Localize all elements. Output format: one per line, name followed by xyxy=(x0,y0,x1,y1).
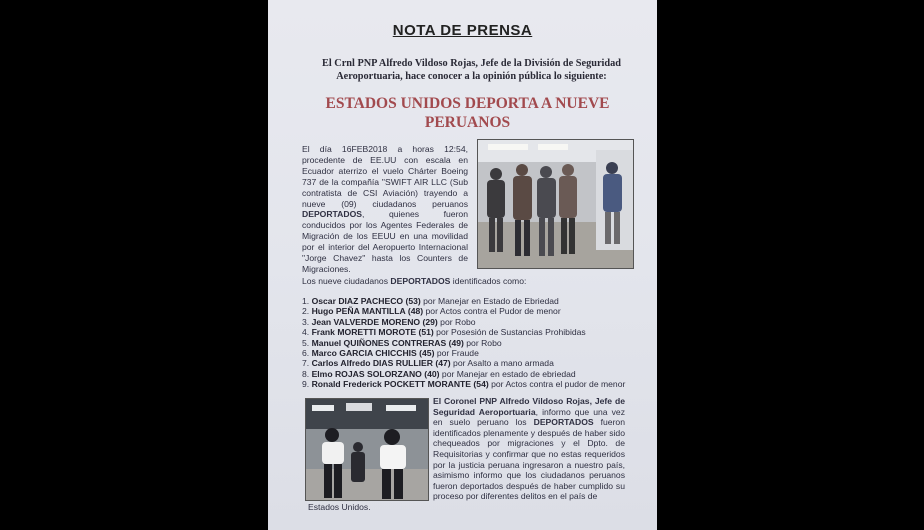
closing-paragraph: El Coronel PNP Alfredo Vildoso Rojas, Jefe de Seguridad Aeroportuaria, informo que una vez en suelo peruano los DEPORTADOS fueron identificados plenamente y después de haber sido chequeados por migraciones y el Dpto. de Requisitorias y confirmar que no estas requeridos por la justicia peruana ingresaron a nuestro país, asimismo informo que los ciudadanos peruanos fueron deportados después de haber cumplido su proceso por diferentes delitos en el país de xyxy=(433,396,625,502)
airport-arrival-illustration xyxy=(478,140,633,268)
deportee-list xyxy=(302,296,647,390)
intro-statement: El Crnl PNP Alfredo Vildoso Rojas, Jefe de la División de Seguridad Aeroportuaria, hace conocer a la opinión pública lo siguiente: xyxy=(321,58,621,82)
airport-arrival-photo xyxy=(477,139,634,269)
list-intro: Los nueve ciudadanos DEPORTADOS identificados como: xyxy=(302,276,527,286)
deportee-item: 8. Elmo ROJAS SOLORZANO (40) por Manejar en estado de ebriedad xyxy=(302,368,576,379)
deportee-item: 2. Hugo PEÑA MANTILLA (48) por Actos contra el Pudor de menor xyxy=(302,306,561,317)
deportee-item: 3. Jean VALVERDE MORENO (29) por Robo xyxy=(302,316,476,327)
deportee-item: 7. Carlos Alfredo DIAS RULLIER (47) por Asalto a mano armada xyxy=(302,358,554,369)
migration-counter-photo xyxy=(305,398,429,501)
body-paragraph: El día 16FEB2018 a horas 12:54, procedente de EE.UU con escala en Ecuador aterrizo el vuelo Chárter Boeing 737 de la compañía "SWIFT AIR LLC (Sub contratista de CSI Aviación) trayendo a nueve (09) ciudadanos peruanos DEPORTADOS, quienes fueron conducidos por los Agentes Federales de Migración de los EEUU en una movilidad por el interior del Aeropuerto Internacional "Jorge Chavez" hasta los Counters de Migraciones. xyxy=(302,144,468,274)
deportee-item: 9. Ronald Frederick POCKETT MORANTE (54) por Actos contra el pudor de menor xyxy=(302,379,626,390)
press-title: NOTA DE PRENSA xyxy=(392,22,533,39)
headline: ESTADOS UNIDOS DEPORTA A NUEVE PERUANOS xyxy=(325,95,610,131)
closing-tail: Estados Unidos. xyxy=(308,502,371,512)
migration-counter-illustration xyxy=(306,399,428,500)
deportee-item: 4. Frank MORETTI MOROTE (51) por Posesión de Sustancias Prohibidas xyxy=(302,327,586,338)
press-release-sheet xyxy=(268,0,657,530)
deportee-item: 1. Oscar DIAZ PACHECO (53) por Manejar en Estado de Ebriedad xyxy=(302,296,559,306)
deportee-item: 6. Marco GARCIA CHICCHIS (45) por Fraude xyxy=(302,348,479,359)
deportee-item: 5. Manuel QUIÑONES CONTRERAS (49) por Robo xyxy=(302,337,502,348)
